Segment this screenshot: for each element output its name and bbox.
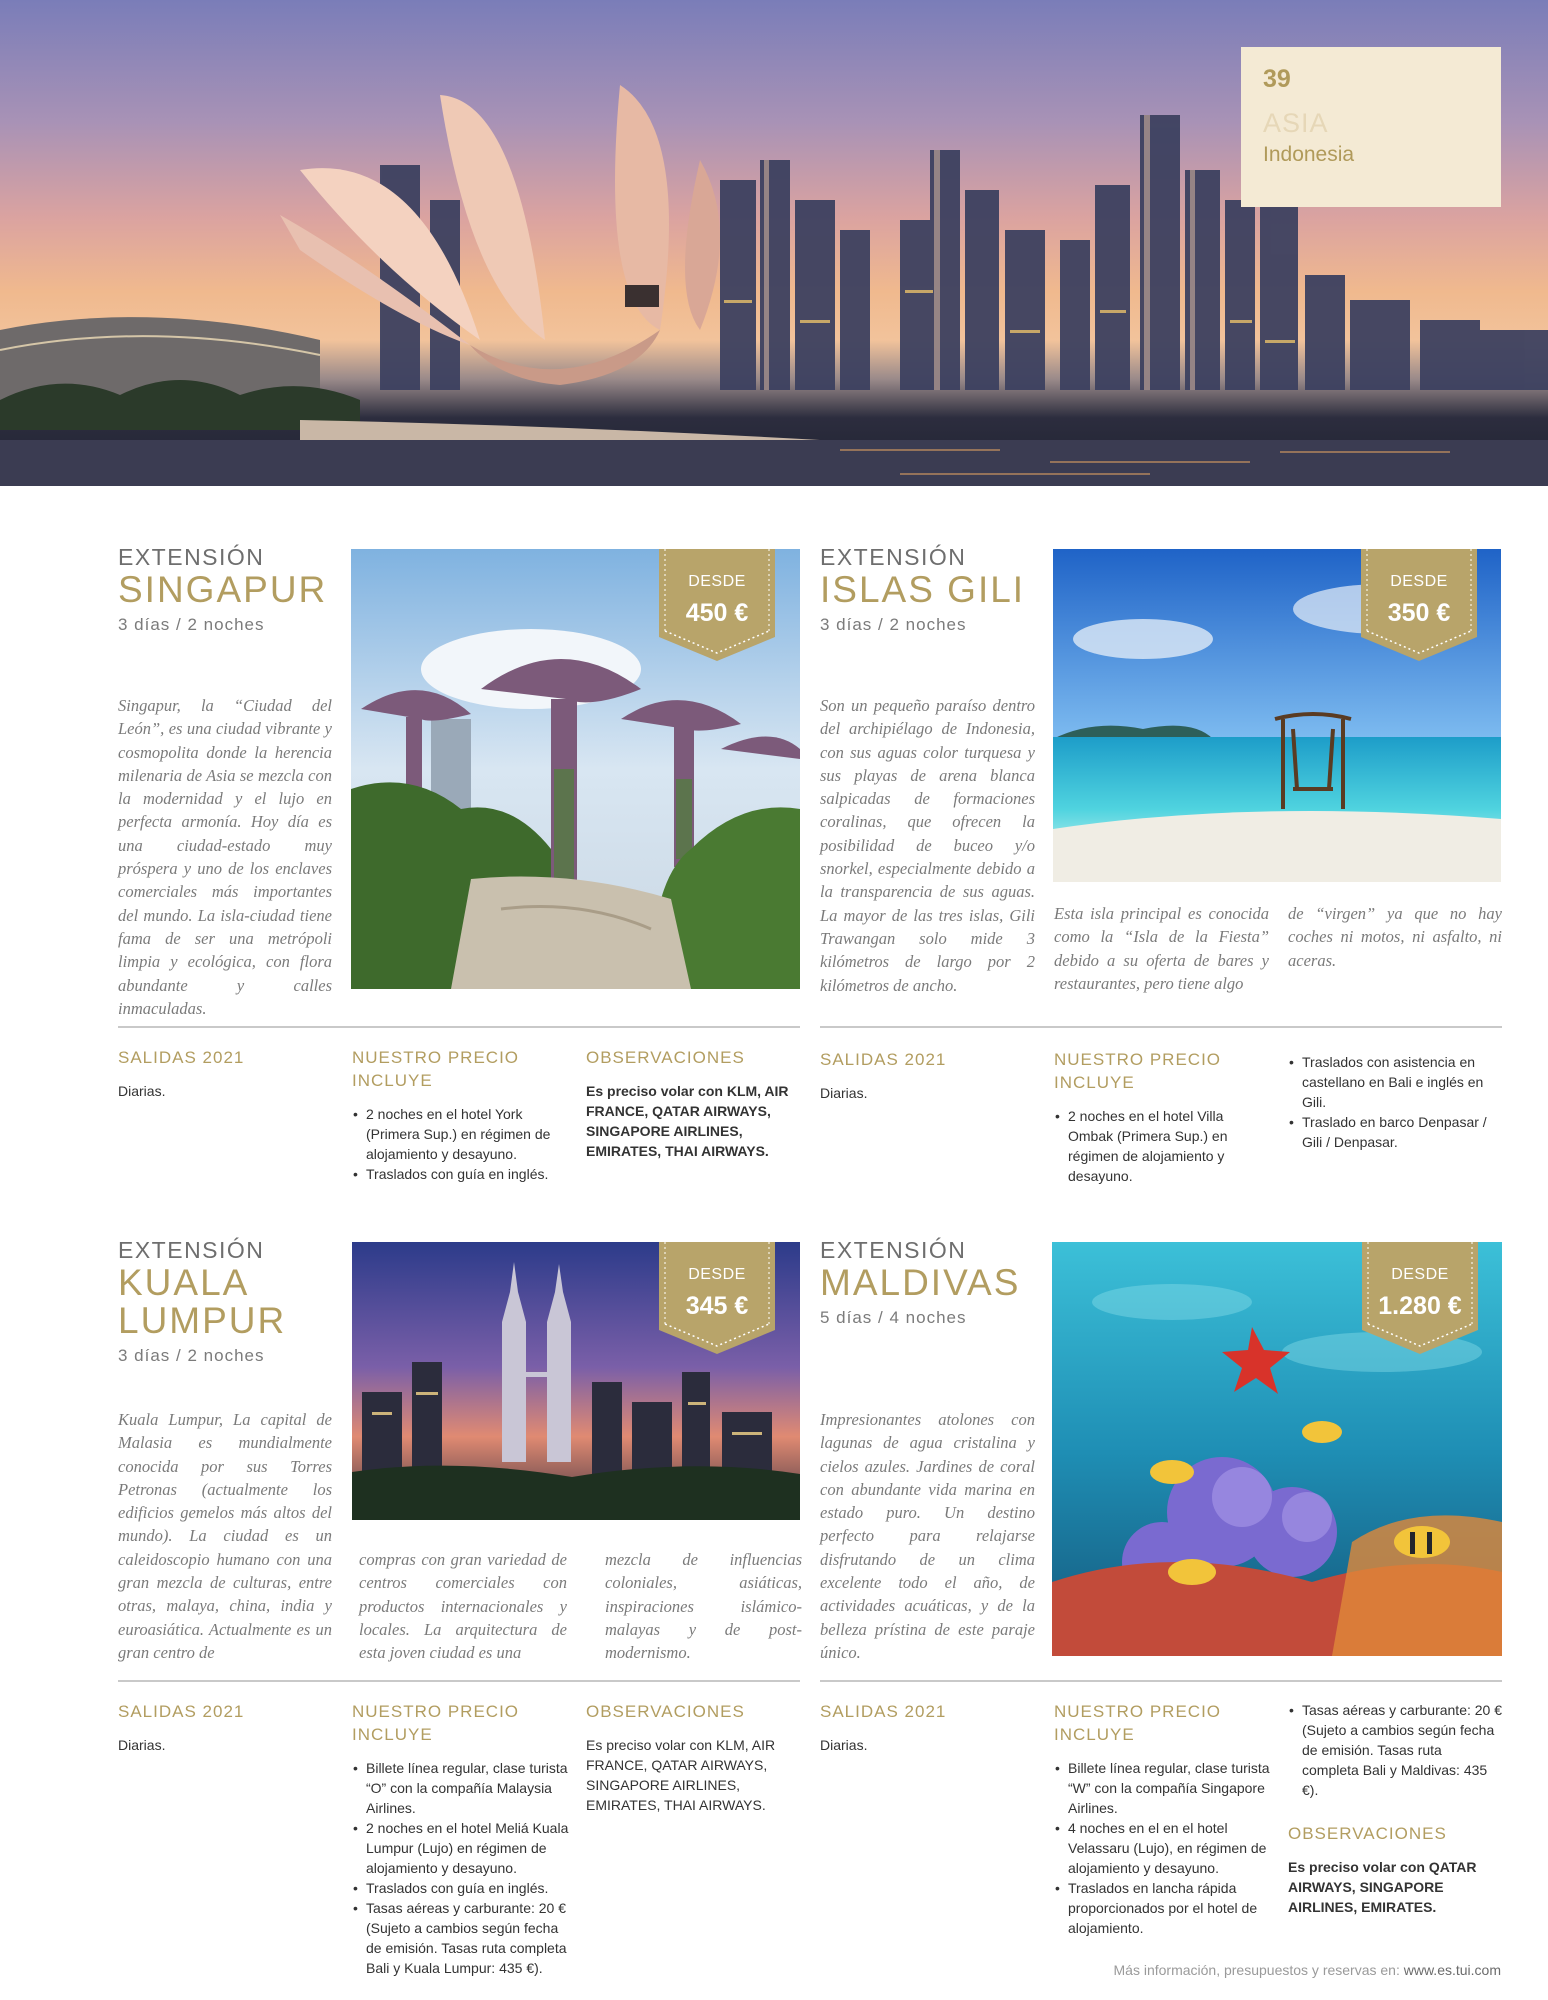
gili-salidas-value: Diarias. [820,1085,868,1101]
maldivas-description: Impresionantes atolones con lagunas de agua cristalina y cielos azules. Jardines de coral con abundante vida marina en estado puro. Un destino perfecto para relajarse disfrutando de un clima excelente todo el año, de actividades acuáticas, y de la belleza prístina de este paraje único. [820,1410,1035,1662]
gili-incluye-item: • Traslado en barco Denpasar / Gili / Denpasar. [1288,1112,1498,1152]
footer-text: Más información, presupuestos y reservas en: [1113,1962,1400,1978]
kuala-title-line1: KUALA [118,1262,250,1303]
singapur-divider [118,1026,800,1028]
kuala-divider [118,1680,800,1682]
gili-badge-label: DESDE [1390,573,1448,590]
kuala-photo [352,1242,800,1520]
singapur-heading [118,544,327,635]
kuala-title-line2: LUMPUR [118,1300,287,1341]
gili-description-c: de “virgen” ya que no hay coches ni motos, ni asfalto, ni aceras. [1288,904,1502,970]
maldivas-incluye-item: • Tasas aéreas y carburante: 20 € (Sujeto a cambios según fecha de emisión. Tasas ruta completa Bali y Maldivas: 435 €). [1288,1700,1502,1800]
kuala-salidas [118,1700,318,1755]
singapur-incluye [352,1046,567,1184]
singapur-incluye-item: • Traslados con guía en inglés. [352,1164,567,1184]
kuala-obs-text: Es preciso volar con KLM, AIR FRANCE, QATAR AIRWAYS, SINGAPORE AIRLINES, EMIRATES, THAI AIRWAYS. [586,1737,776,1813]
singapur-salidas-value: Diarias. [118,1083,166,1099]
gili-divider [820,1026,1502,1028]
kuala-incluye-head: NUESTRO PRECIO INCLUYE [352,1702,520,1744]
maldivas-duration: 5 días / 4 noches [820,1308,967,1327]
maldivas-obs-text: Es preciso volar con QATAR AIRWAYS, SINGAPORE AIRLINES, EMIRATES. [1288,1859,1477,1915]
maldivas-title: MALDIVAS [820,1262,1021,1303]
maldivas-obs-head: OBSERVACIONES [1288,1824,1447,1843]
maldivas-incluye-item: • Traslados en lancha rápida proporcionados por el hotel de alojamiento. [1054,1878,1272,1938]
gili-incluye-item: • 2 noches en el hotel Villa Ombak (Primera Sup.) en régimen de alojamiento y desayuno. [1054,1106,1269,1186]
singapur-duration: 3 días / 2 noches [118,615,265,634]
gili-kicker: EXTENSIÓN [820,544,967,570]
maldivas-heading [820,1237,1020,1328]
kuala-duration: 3 días / 2 noches [118,1346,265,1365]
kuala-incluye-item: • Traslados con guía en inglés. [352,1878,570,1898]
page-number: 39 [1263,65,1291,93]
maldivas-salidas-head: SALIDAS 2021 [820,1702,947,1721]
footer [1114,1962,1502,1978]
gili-incluye-item: • Traslados con asistencia en castellano en Bali e inglés en Gili. [1288,1052,1498,1112]
gili-duration: 3 días / 2 noches [820,615,967,634]
maldivas-incluye-item: • 4 noches en el en el hotel Velassaru (Lujo), en régimen de alojamiento y desayuno. [1054,1818,1272,1878]
kuala-heading [118,1237,286,1366]
maldivas-incluye [1054,1700,1272,1938]
maldivas-photo [1052,1242,1502,1656]
maldivas-kicker: EXTENSIÓN [820,1237,967,1263]
hero-image [0,0,1548,486]
singapur-kicker: EXTENSIÓN [118,544,265,570]
singapur-description: Singapur, la “Ciudad del León”, es una ciudad vibrante y cosmopolita donde la herencia milenaria de Asia se mezcla con la modernidad y el lujo en perfecta armonía. Hoy día es una ciudad-estado muy próspera y uno de los enclaves comerciales más importantes del mundo. La isla-ciudad tiene fama de ser una metrópoli limpia y ecológica, con flora abundante y calles inmaculadas. [118,696,332,1018]
singapur-salidas [118,1046,318,1101]
singapur-obs-head: OBSERVACIONES [586,1048,745,1067]
gili-description-b: Esta isla principal es conocida como la “Isla de la Fiesta” debido a su oferta de bares y restaurantes, pero tiene algo [1054,904,1269,993]
footer-url[interactable]: www.es.tui.com [1403,1962,1501,1978]
gili-price: 350 € [1387,599,1451,627]
kuala-price: 345 € [685,1292,749,1320]
kuala-badge-label: DESDE [688,1266,746,1283]
singapur-incluye-item: • 2 noches en el hotel York (Primera Sup.) en régimen de alojamiento y desayuno. [352,1104,567,1164]
singapur-price: 450 € [685,599,749,627]
singapur-salidas-head: SALIDAS 2021 [118,1048,245,1067]
kuala-incluye-item: • Billete línea regular, clase turista “O” con la compañía Malaysia Airlines. [352,1758,570,1818]
maldivas-incluye-item: • Billete línea regular, clase turista “W” con la compañía Singapore Airlines. [1054,1758,1272,1818]
singapur-incluye-head: NUESTRO PRECIO INCLUYE [352,1048,520,1090]
singapur-observaciones [586,1046,796,1161]
gili-description-a: Son un pequeño paraíso dentro del archipiélago de Indonesia, con sus aguas color turquesa y sus playas de arena blanca salpicadas de formaciones coralinas, que ofrecen la posibilidad de buceo y/o snorkel, especialmente debido a la transparencia de sus aguas. La mayor de las tres islas, Gili Trawangan solo mide 3 kilómetros de largo por 2 kilómetros de ancho. [820,696,1035,995]
kuala-incluye-item: • 2 noches en el hotel Meliá Kuala Lumpur (Lujo) en régimen de alojamiento y desayuno. [352,1818,570,1878]
maldivas-incluye-cont-block [1288,1700,1502,1917]
maldivas-price-badge [1362,1242,1478,1354]
gili-price-badge [1361,549,1477,661]
maldivas-incluye-head: NUESTRO PRECIO INCLUYE [1054,1702,1222,1744]
gili-heading [820,544,1025,635]
kuala-description-c: mezcla de influencias coloniales, asiáticas, inspiraciones islámico-malayas y de post-modernismo. [605,1550,802,1663]
singapur-badge-label: DESDE [688,573,746,590]
kuala-kicker: EXTENSIÓN [118,1237,265,1263]
kuala-salidas-value: Diarias. [118,1737,166,1753]
gili-incluye-head: NUESTRO PRECIO INCLUYE [1054,1050,1222,1092]
singapur-price-badge [659,549,775,661]
gili-salidas [820,1048,1020,1103]
gili-salidas-head: SALIDAS 2021 [820,1050,947,1069]
singapur-photo [351,549,800,989]
kuala-obs-head: OBSERVACIONES [586,1702,745,1721]
singapur-title: SINGAPUR [118,569,328,610]
maldivas-salidas-value: Diarias. [820,1737,868,1753]
gili-photo [1053,549,1501,882]
kuala-price-badge [659,1242,775,1354]
gili-title: ISLAS GILI [820,569,1026,610]
kuala-incluye [352,1700,570,1978]
singapur-obs-text: Es preciso volar con KLM, AIR FRANCE, QATAR AIRWAYS, SINGAPORE AIRLINES, EMIRATES, THAI AIRWAYS. [586,1083,789,1159]
kuala-description-b: compras con gran variedad de centros comerciales con productos internacionales y locales. La arquitectura de esta joven ciudad es una [359,1550,567,1663]
gili-incluye [1054,1048,1269,1186]
maldivas-salidas [820,1700,1020,1755]
maldivas-price: 1.280 € [1378,1292,1462,1320]
region-label: ASIA [1263,108,1329,138]
country-label: Indonesia [1263,143,1355,166]
maldivas-badge-label: DESDE [1391,1266,1449,1283]
kuala-observaciones [586,1700,796,1815]
page-tag [1241,47,1501,207]
kuala-incluye-item: • Tasas aéreas y carburante: 20 € (Sujeto a cambios según fecha de emisión. Tasas ruta completa Bali y Kuala Lumpur: 435 €). [352,1898,570,1978]
kuala-description-a: Kuala Lumpur, La capital de Malasia es mundialmente conocida por sus Torres Petronas (actualmente los edificios gemelos más altos del mundo). La ciudad es un caleidoscopio humano con una gran mezcla de culturas, entre otras, malaya, china, india y euroasiática. Actualmente es un gran centro de [118,1410,332,1662]
gili-incluye-cont [1288,1052,1498,1152]
maldivas-divider [820,1680,1502,1682]
kuala-salidas-head: SALIDAS 2021 [118,1702,245,1721]
